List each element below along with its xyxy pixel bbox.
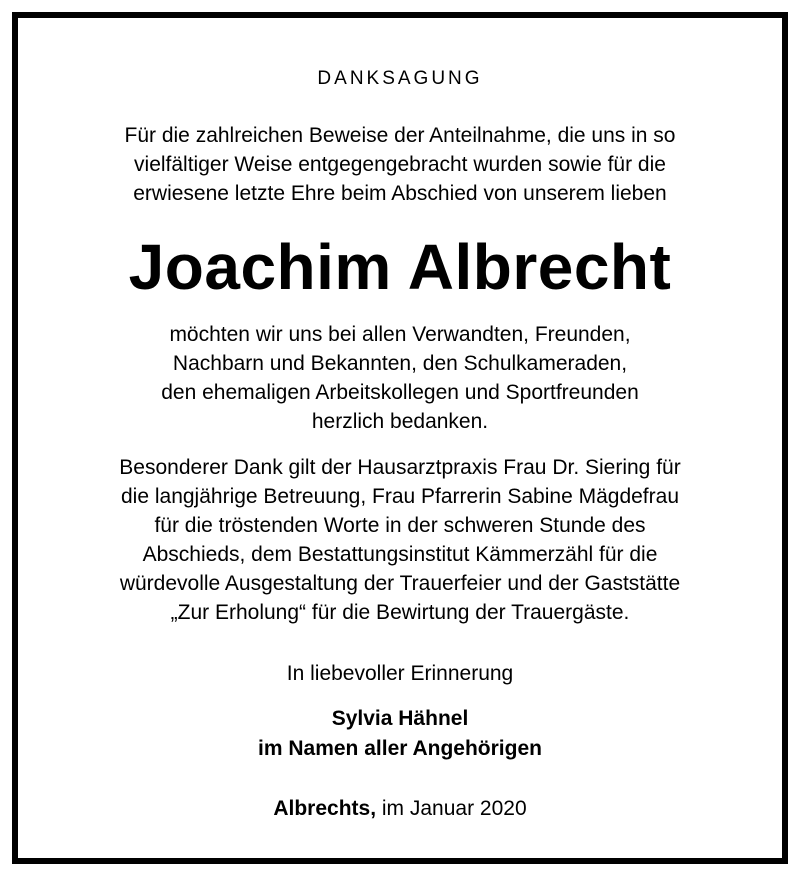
notice-heading: DANKSAGUNG <box>317 68 483 89</box>
closing-phrase: In liebevoller Erinnerung <box>286 662 514 685</box>
special-line: „Zur Erholung“ für die Bewirtung der Trauergäste. <box>170 601 630 624</box>
intro-line: Für die zahlreichen Beweise der Anteilnahme, die uns in so <box>124 124 676 147</box>
intro-line: vielfältiger Weise entgegengebracht wurden sowie für die <box>134 153 666 176</box>
notice-frame <box>12 12 788 864</box>
thanks-line: Nachbarn und Bekannten, den Schulkameraden, <box>172 352 628 375</box>
thanks-line: herzlich bedanken. <box>311 410 489 433</box>
date-text: im Januar 2020 <box>376 797 527 820</box>
thanks-line: möchten wir uns bei allen Verwandten, Freunden, <box>169 323 631 346</box>
place-date-line <box>18 797 782 821</box>
special-line: würdevolle Ausgestaltung der Trauerfeier und der Gaststätte <box>119 572 681 595</box>
place-name: Albrechts, <box>273 797 377 820</box>
signatory-relation: im Namen aller Angehörigen <box>258 737 542 760</box>
intro-line: erwiesene letzte Ehre beim Abschied von unserem lieben <box>133 182 667 205</box>
deceased-name: Joachim Albrecht <box>128 231 672 303</box>
signature-block <box>18 704 782 764</box>
special-line: Besonderer Dank gilt der Hausarztpraxis Frau Dr. Siering für <box>119 456 681 479</box>
special-line: Abschieds, dem Bestattungsinstitut Kämmerzähl für die <box>142 543 658 566</box>
thanks-paragraph <box>18 320 782 436</box>
special-line: für die tröstenden Worte in der schweren Stunde des <box>154 514 646 537</box>
special-thanks-paragraph <box>18 453 782 627</box>
thanks-line: den ehemaligen Arbeitskollegen und Sportfreunden <box>161 381 639 404</box>
signatory-name: Sylvia Hähnel <box>331 707 469 730</box>
special-line: die langjährige Betreuung, Frau Pfarrerin Sabine Mägdefrau <box>120 485 679 508</box>
intro-paragraph <box>18 121 782 208</box>
